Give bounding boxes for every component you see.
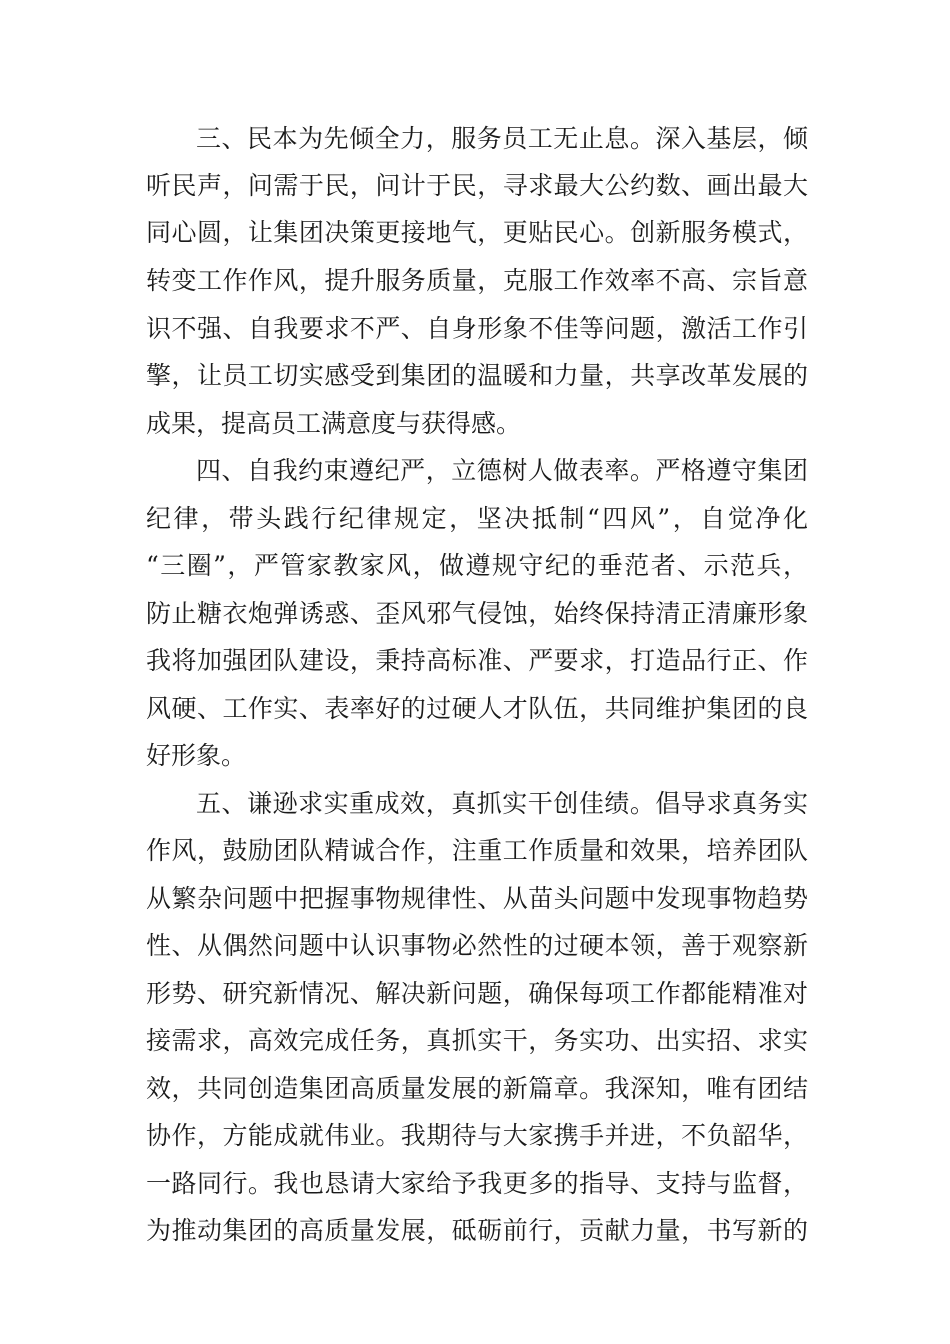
paragraph-2-line-5: 我将加强团队建设，秉持高标准、严要求，打造品行正、作	[146, 646, 808, 675]
paragraph-3-line-1: 五、谦逊求实重成效，真抓实干创佳绩。倡导求真务实	[196, 789, 808, 818]
paragraph-2-line-4: 防止糖衣炮弹诱惑、歪风邪气侵蚀，始终保持清正清廉形象	[146, 599, 808, 628]
paragraph-1-line-5: 识不强、自我要求不严、自身形象不佳等问题，激活工作引	[146, 314, 808, 343]
paragraph-2-line-6: 风硬、工作实、表率好的过硬人才队伍，共同维护集团的良	[146, 694, 808, 723]
paragraph-1-line-7: 成果，提高员工满意度与获得感。	[146, 409, 522, 438]
paragraph-2-line-3: “三圈”，严管家教家风，做遵规守纪的垂范者、示范兵，	[146, 551, 808, 580]
paragraph-2-line-7: 好形象。	[146, 741, 247, 770]
paragraph-3-line-3: 从繁杂问题中把握事物规律性、从苗头问题中发现事物趋势	[146, 884, 808, 913]
paragraph-3-line-10: 为推动集团的高质量发展，砥砺前行，贡献力量，书写新的	[146, 1216, 808, 1245]
paragraph-2-line-1: 四、自我约束遵纪严，立德树人做表率。严格遵守集团	[196, 456, 808, 485]
paragraph-1-line-2: 听民声，问需于民，问计于民，寻求最大公约数、画出最大	[146, 171, 808, 200]
paragraph-3-line-7: 效，共同创造集团高质量发展的新篇章。我深知，唯有团结	[146, 1074, 808, 1103]
paragraph-1-line-1: 三、民本为先倾全力，服务员工无止息。深入基层，倾	[196, 124, 808, 153]
paragraph-1-line-3: 同心圆，让集团决策更接地气，更贴民心。创新服务模式，	[146, 218, 808, 247]
paragraph-3-line-9: 一路同行。我也恳请大家给予我更多的指导、支持与监督，	[146, 1169, 808, 1198]
paragraph-3-line-8: 协作，方能成就伟业。我期待与大家携手并进，不负韶华，	[146, 1121, 808, 1150]
paragraph-3-line-6: 接需求，高效完成任务，真抓实干，务实功、出实招、求实	[146, 1026, 808, 1055]
paragraph-1-line-6: 擎，让员工切实感受到集团的温暖和力量，共享改革发展的	[146, 361, 808, 390]
paragraph-3-line-2: 作风，鼓励团队精诚合作，注重工作质量和效果，培养团队	[146, 836, 808, 865]
paragraph-1-line-4: 转变工作作风，提升服务质量，克服工作效率不高、宗旨意	[146, 266, 808, 295]
paragraph-3-line-4: 性、从偶然问题中认识事物必然性的过硬本领，善于观察新	[146, 931, 808, 960]
paragraph-2-line-2: 纪律，带头践行纪律规定，坚决抵制“四风”，自觉净化	[146, 504, 808, 533]
paragraph-3-line-5: 形势、研究新情况、解决新问题，确保每项工作都能精准对	[146, 979, 808, 1008]
